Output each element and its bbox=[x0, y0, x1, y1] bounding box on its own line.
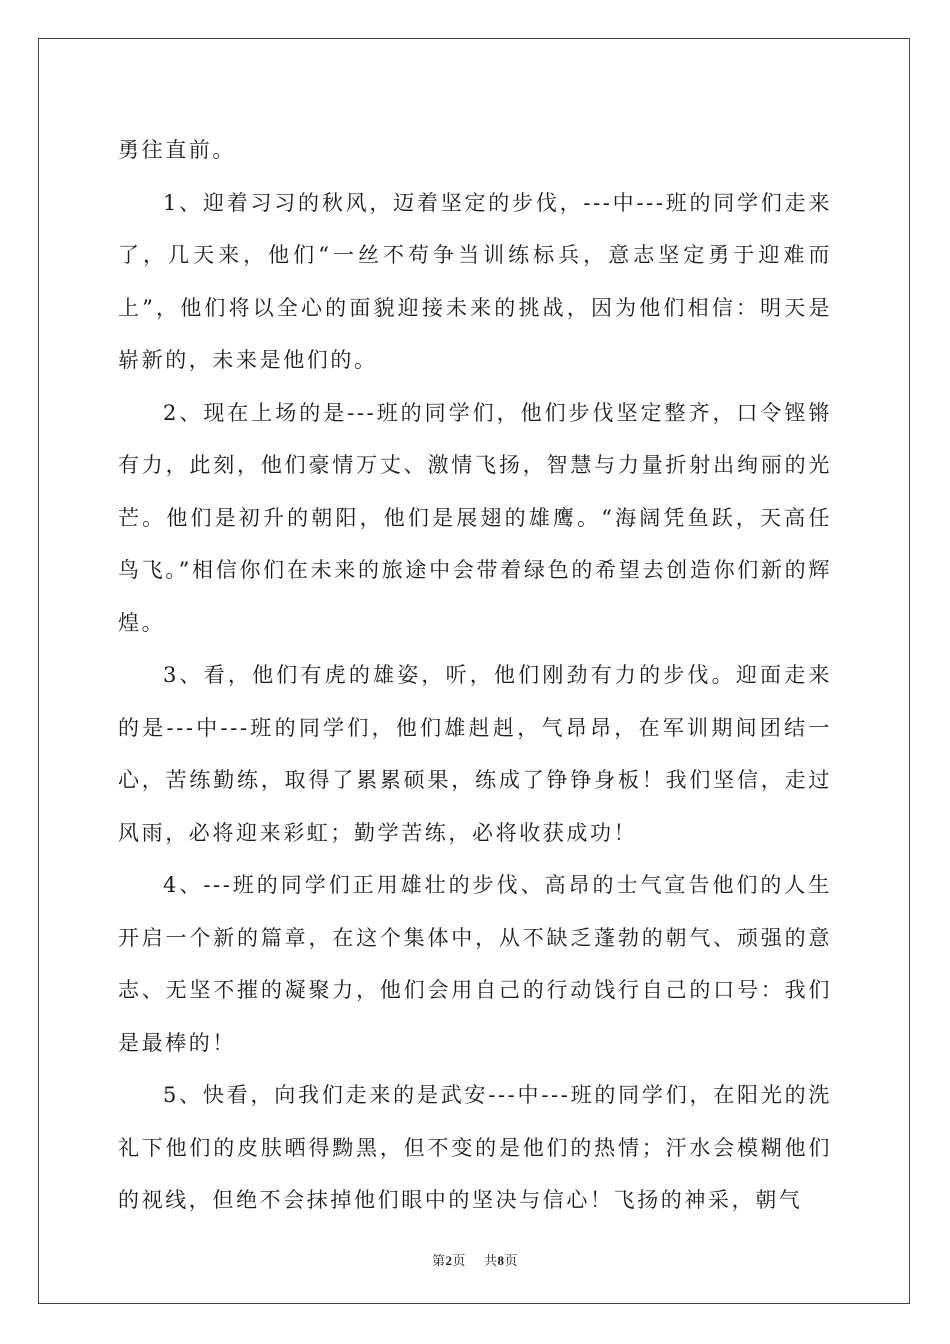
page-suffix: 页 bbox=[452, 1253, 466, 1268]
page-prefix: 第 bbox=[431, 1253, 446, 1268]
document-body bbox=[118, 124, 832, 1227]
paragraph-5: 5、快看，向我们走来的是武安---中---班的同学们，在阳光的洗礼下他们的皮肤晒得黝黑，但不变的是他们的热情；汗水会模糊他们的视线，但绝不会抹掉他们眼中的坚决与信心！飞扬的神采，朝气 bbox=[118, 1083, 832, 1212]
paragraph-continuation: 勇往直前。 bbox=[118, 138, 236, 162]
page-total: 8 bbox=[497, 1253, 505, 1268]
paragraph-4: 4、---班的同学们正用雄壮的步伐、高昂的士气宣告他们的人生开启一个新的篇章，在这个集体中，从不缺乏蓬勃的朝气、顽强的意志、无坚不摧的凝聚力，他们会用自己的行动饯行自己的口号：我们是最棒的！ bbox=[118, 873, 832, 1055]
paragraph-1: 1、迎着习习的秋风，迈着坚定的步伐，---中---班的同学们走来了，几天来，他们“一丝不苟争当训练标兵，意志坚定勇于迎难而上”，他们将以全心的面貌迎接未来的挑战，因为他们相信：明天是崭新的，未来是他们的。 bbox=[118, 190, 832, 372]
page-current: 2 bbox=[445, 1253, 453, 1268]
paragraph-3: 3、看，他们有虎的雄姿，听，他们刚劲有力的步伐。迎面走来的是---中---班的同学们，他们雄赳赳，气昂昂，在军训期间团结一心，苦练勤练，取得了累累硕果，练成了铮铮身板！我们坚信，走过风雨，必将迎来彩虹；勤学苦练，必将收获成功！ bbox=[118, 663, 832, 845]
total-suffix: 页 bbox=[504, 1253, 519, 1268]
paragraph-2: 2、现在上场的是---班的同学们，他们步伐坚定整齐，口令铿锵有力，此刻，他们豪情万丈、激情飞扬，智慧与力量折射出绚丽的光芒。他们是初升的朝阳，他们是展翅的雄鹰。“海阔凭鱼跃，天高任鸟飞。”相信你们在未来的旅途中会带着绿色的希望去创造你们新的辉煌。 bbox=[118, 400, 832, 635]
total-prefix: 共 bbox=[484, 1253, 498, 1268]
page-footer bbox=[0, 1250, 950, 1269]
